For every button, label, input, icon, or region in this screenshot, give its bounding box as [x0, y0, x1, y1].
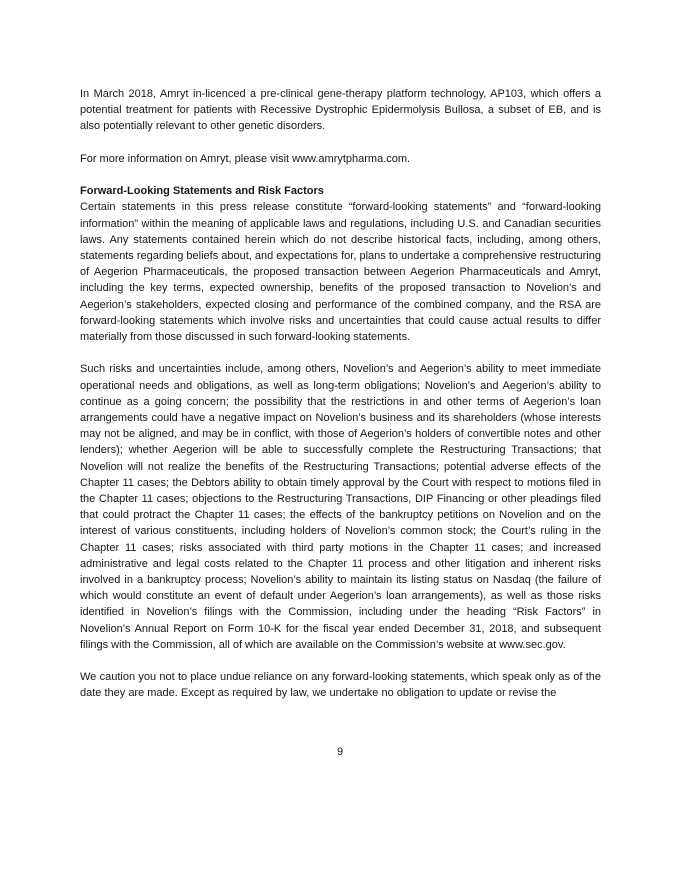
paragraph-risks-and-uncertainties: Such risks and uncertainties include, among others, Novelion’s and Aegerion’s ability to meet immediate operational needs and obligations, as well as long-term obligations; Novelion’s and Aegerion’s ability to continue as a going concern; the possibility that the restrictions in and other terms of Aegerion’s loan arrangements could have a negative impact on Novelion’s business and its shareholders (whose interests may not be aligned, and may be in conflict, with those of Aegerion’s holders of convertible notes and other lenders); whether Aegerion will be able to successfully complete the Restructuring Transactions; that Novelion will not realize the benefits of the Restructuring Transactions; potential adverse effects of the Chapter 11 cases; the Debtors ability to obtain timely approval by the Court with respect to motions filed in the Chapter 11 cases; objections to the Restructuring Transactions, DIP Financing or other pleadings filed that could protract the Chapter 11 cases; the effects of the bankruptcy petitions on Novelion and on the interest of various constituents, including holders of Novelion’s common stock; the Court’s ruling in the Chapter 11 cases; risks associated with third party motions in the Chapter 11 cases; and increased administrative and legal costs related to the Chapter 11 process and other litigation and inherent risks involved in a bankruptcy process; Novelion’s ability to maintain its listing status on Nasdaq (the failure of which would constitute an event of default under Aegerion’s loan arrangements), as well as those risks identified in Novelion’s filings with the Commission, including under the heading “Risk Factors” in Novelion’s Annual Report on Form 10-K for the fiscal year ended December 31, 2018, and subsequent filings with the Commission, all of which are available on the Commission’s website at www.sec.gov. — [80, 363, 601, 651]
paragraph-caution-undue-reliance: We caution you not to place undue reliance on any forward-looking statements, which speak only as of the date they are made. Except as required by law, we undertake no obligation to update or revise the — [80, 671, 601, 700]
page-number: 9 — [336, 746, 344, 758]
paragraph-more-information: For more information on Amryt, please visit www.amrytpharma.com. — [80, 152, 411, 165]
section-heading-forward-looking-statements: Forward-Looking Statements and Risk Factors — [80, 185, 324, 198]
paragraph-amryt-gene-therapy: In March 2018, Amryt in-licenced a pre-clinical gene-therapy platform technology, AP103, which offers a potential treatment for patients with Recessive Dystrophic Epidermolysis Bullosa, a subset of EB, and is also potentially relevant to other genetic disorders. — [80, 88, 601, 133]
page-content — [80, 86, 601, 718]
paragraph-certain-statements: Certain statements in this press release constitute “forward-looking statements” and “forward-looking information” within the meaning of applicable laws and regulations, including U.S. and Canadian securities laws. Any statements contained herein which do not describe historical facts, including, among others, statements regarding beliefs about, and expectations for, plans to undertake a comprehensive restructuring of Aegerion Pharmaceuticals, the proposed transaction between Aegerion Pharmaceuticals and Amryt, including the key terms, expected ownership, benefits of the proposed transaction to Novelion’s and Aegerion’s stakeholders, expected closing and performance of the combined company, and the RSA are forward-looking statements which involve risks and uncertainties that could cause actual results to differ materially from those discussed in such forward-looking statements. — [80, 201, 601, 344]
